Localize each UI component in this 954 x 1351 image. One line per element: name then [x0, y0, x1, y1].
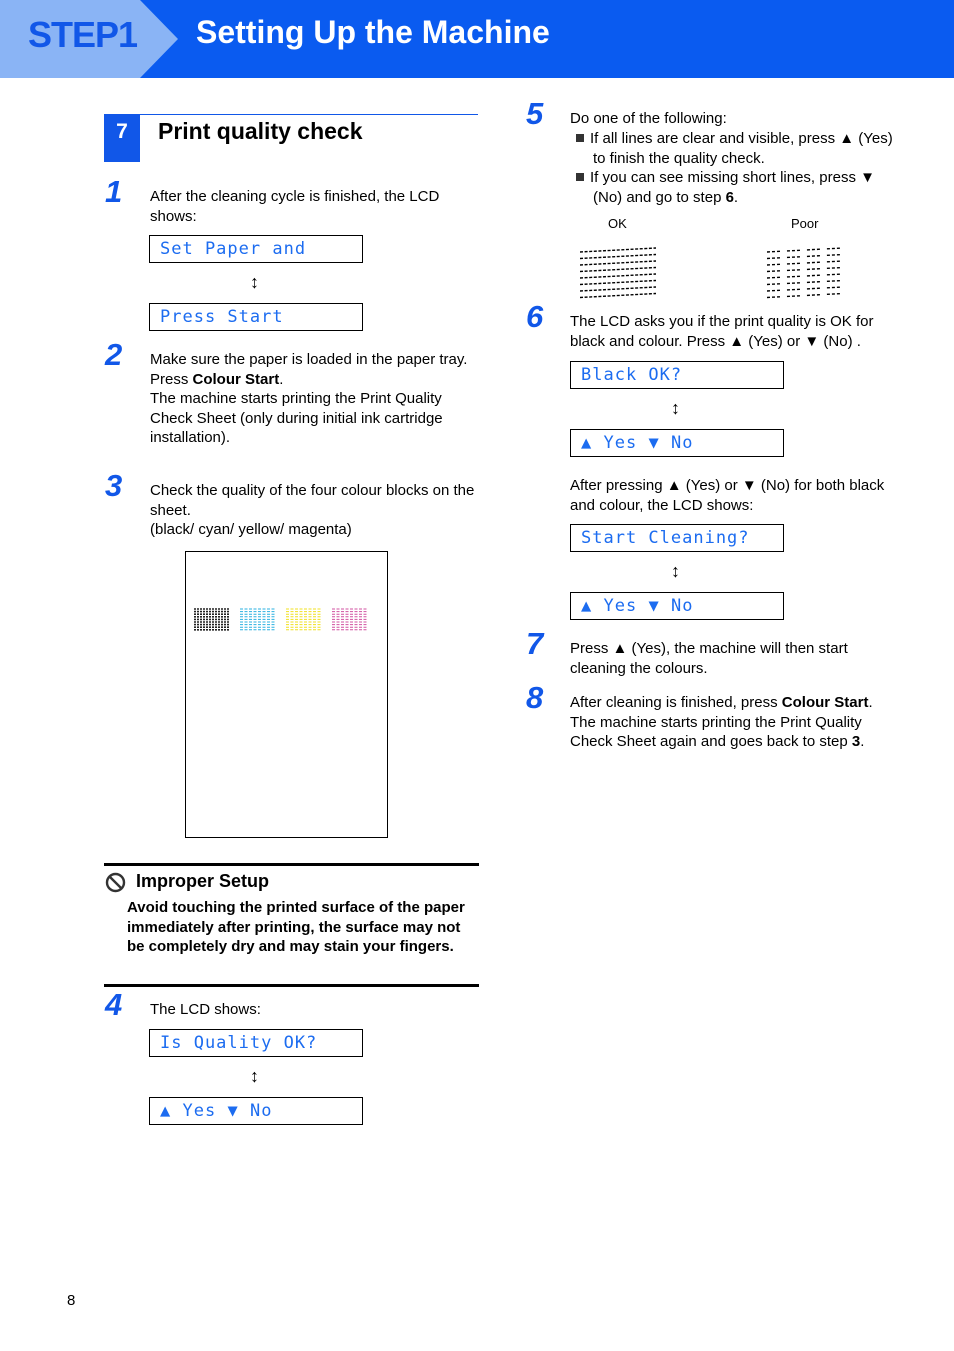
bullet-2-step-ref: 6	[725, 188, 734, 206]
lcd-start-cleaning: Start Cleaning?	[570, 524, 784, 552]
toggle-arrows-icon: ↕	[250, 1066, 259, 1086]
lcd-yes: Yes	[182, 1101, 217, 1121]
lcd-yes: Yes	[603, 596, 638, 616]
step-number-1: 1	[105, 174, 123, 209]
step-8-end: .	[860, 733, 865, 750]
lcd-no: No	[670, 596, 694, 616]
page-header	[0, 0, 954, 78]
step-5-bullet-2	[576, 168, 901, 207]
bullet-2-end: .	[733, 188, 739, 206]
step-3-colors: (black/ cyan/ yellow/ magenta)	[150, 521, 352, 538]
improper-bottom-rule	[104, 984, 479, 987]
step-5-bullet-1	[576, 129, 901, 168]
magenta-block	[332, 607, 368, 633]
step-8-step-ref: 3	[851, 733, 861, 750]
yellow-block	[286, 607, 322, 633]
lcd-yes-no	[570, 429, 784, 457]
page-number: 8	[67, 1292, 76, 1309]
improper-top-rule	[104, 863, 479, 866]
colour-start-label: Colour Start	[192, 370, 280, 388]
step-number-2: 2	[105, 337, 123, 372]
lcd-yes-no	[570, 592, 784, 620]
bullet-1-text: If all lines are clear and visible, press ▲ (Yes) to finish the quality check.	[590, 130, 893, 167]
page-title: Setting Up the Machine	[196, 14, 550, 50]
lcd-set-paper: Set Paper and	[149, 235, 363, 263]
poor-sample-lines	[767, 246, 845, 302]
step-7-text: Press ▲ (Yes), the machine will then start cleaning the colours.	[570, 640, 848, 677]
up-triangle-icon: ▲	[581, 596, 593, 616]
lcd-yes-no	[149, 1097, 363, 1125]
toggle-arrows-icon: ↕	[671, 561, 680, 581]
down-triangle-icon: ▼	[648, 596, 660, 616]
black-block	[194, 607, 230, 633]
up-triangle-icon: ▲	[160, 1101, 172, 1121]
step-5-bullets	[576, 129, 901, 207]
step-number-3: 3	[105, 468, 123, 503]
bullet-2-text: If you can see missing short lines, press ▼ (No) and go to step	[590, 169, 875, 206]
step-label: STEP1	[28, 14, 138, 55]
toggle-arrows-icon: ↕	[671, 398, 680, 418]
step-2-text	[150, 350, 472, 448]
lcd-yes: Yes	[603, 433, 638, 453]
step-8-part-a: After cleaning is finished, press	[570, 694, 782, 711]
improper-setup-title: Improper Setup	[136, 871, 270, 891]
step-6-text: The LCD asks you if the print quality is OK for black and colour. Press ▲ (Yes) or ▼ (No) .	[570, 313, 874, 350]
section-rule	[140, 114, 478, 115]
step-number-6: 6	[526, 299, 544, 334]
step-8-text	[570, 693, 900, 752]
down-triangle-icon: ▼	[227, 1101, 239, 1121]
step-number-7: 7	[526, 626, 544, 661]
cyan-block	[240, 607, 276, 633]
lcd-no: No	[249, 1101, 273, 1121]
step-3-text	[150, 481, 475, 540]
step-number-8: 8	[526, 680, 544, 715]
improper-setup-text: Avoid touching the printed surface of the paper immediately after printing, the surface may not be completely dry and may stain your fingers.	[127, 899, 465, 955]
lcd-press-start: Press Start	[149, 303, 363, 331]
step-1-text: After the cleaning cycle is finished, the LCD shows:	[150, 188, 440, 225]
step-number-5: 5	[526, 96, 544, 131]
lcd-no: No	[670, 433, 694, 453]
step-tab	[0, 0, 178, 78]
step-8-colour-start: Colour Start	[781, 694, 869, 711]
step-2-line1: Make sure the paper is loaded in the paper tray.	[150, 351, 468, 368]
step-5-intro: Do one of the following:	[570, 110, 727, 127]
down-triangle-icon: ▼	[648, 433, 660, 453]
poor-label: Poor	[791, 216, 819, 231]
step-number-4: 4	[105, 987, 123, 1022]
lcd-black-ok: Black OK?	[570, 361, 784, 389]
step-4-text: The LCD shows:	[150, 1001, 261, 1018]
step-6-after: After pressing ▲ (Yes) or ▼ (No) for both black and colour, the LCD shows:	[570, 477, 885, 514]
step-2-press: Press	[150, 370, 193, 388]
section-number: 7	[104, 114, 140, 162]
step-8-part-c: . The machine starts printing the Print Quality Check Sheet again and goes back to step	[570, 694, 873, 750]
bullet-square-icon	[576, 134, 584, 142]
ok-label: OK	[608, 216, 627, 231]
section-title: Print quality check	[158, 118, 363, 144]
toggle-arrows-icon: ↕	[250, 272, 259, 292]
step-2-press-end: .	[279, 370, 284, 388]
lcd-quality-ok: Is Quality OK?	[149, 1029, 363, 1057]
ok-sample-lines	[580, 246, 658, 302]
quality-check-sheet	[185, 551, 388, 838]
bullet-square-icon	[576, 173, 584, 181]
step-3-line1: Check the quality of the four colour blocks on the sheet.	[150, 482, 475, 519]
step-2-line3: The machine starts printing the Print Quality Check Sheet (only during initial ink cartridge installation).	[150, 390, 443, 446]
up-triangle-icon: ▲	[581, 433, 593, 453]
prohibited-icon	[105, 872, 126, 893]
